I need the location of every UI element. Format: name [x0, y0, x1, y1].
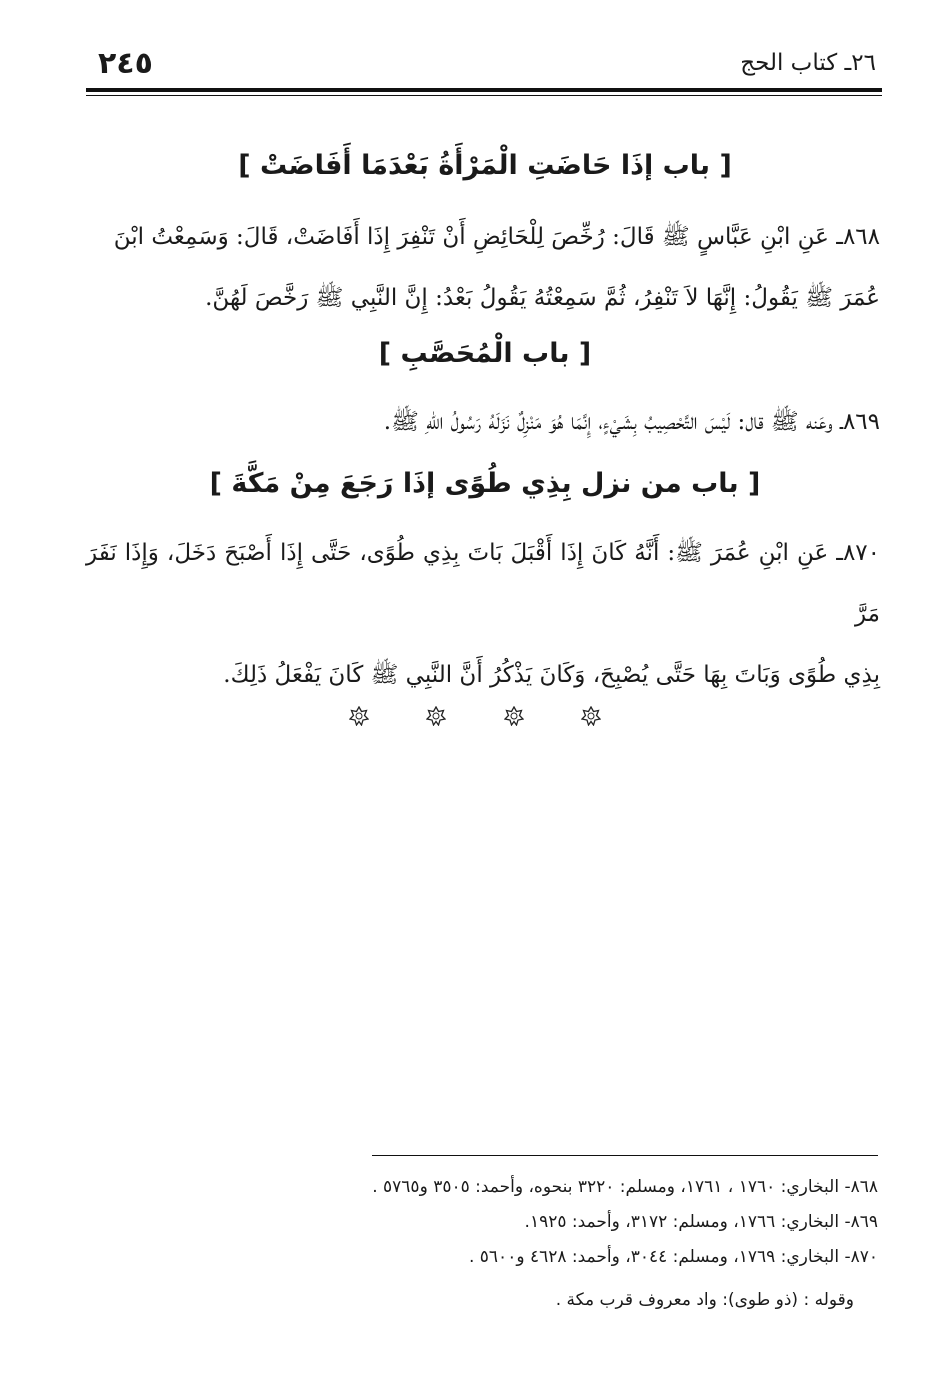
hadith-869 [86, 392, 880, 453]
section-heading: [ باب من نزل بِذِي طُوًى إذَا رَجَعَ مِنْ مَكَّةَ ] [209, 468, 761, 499]
section-end-ornaments [0, 706, 950, 730]
running-head [90, 42, 880, 88]
text-line: ٨٧٠ـ عَنِ ابْنِ عُمَرَ ﷺ: أَنَّهُ كَانَ إِذَا أَقْبَلَ بَاتَ بِذِي طُوًى، حَتَّى إِذَا أَصْبَحَ دَخَلَ، وَإِذَا نَفَرَ مَرَّ [86, 540, 880, 627]
section-heading: [ باب إذَا حَاضَتِ الْمَرْأَةُ بَعْدَمَا أَفَاضَتْ ] [238, 150, 732, 181]
header-rule-thick [86, 88, 882, 92]
hadith-868 [86, 207, 880, 329]
footnote: وقوله : (ذو طوى): واد معروف قرب مكة . [555, 1290, 854, 1310]
header-rule-thin [86, 95, 882, 96]
text-line: عُمَرَ ﷺ يَقُولُ: إِنَّهَا لاَ تَنْفِرُ، ثُمَّ سَمِعْتُهُ يَقُولُ بَعْدُ: إِنَّ النَّبِي ﷺ رَخَّصَ لَهُنَّ. [205, 285, 880, 311]
footnote-rule [372, 1155, 878, 1156]
text-line: بِذِي طُوًى وَبَاتَ بِهَا حَتَّى يُصْبِحَ، وَكَانَ يَذْكُرُ أَنَّ النَّبِي ﷺ كَانَ يَفْعَلُ ذَلِكَ. [223, 662, 880, 688]
chapter-title: ٢٦ـ كتاب الحج [740, 50, 876, 76]
star-ornament-icon [581, 706, 601, 726]
text-line: ٨٦٨ـ عَنِ ابْنِ عَبَّاسٍ ﷺ قَالَ: رُخِّصَ لِلْحَائِضِ أَنْ تَنْفِرَ إِذَا أَفَاضَتْ، قَالَ: وَسَمِعْتُ ابْنَ [113, 224, 880, 250]
star-ornament-icon [426, 706, 446, 726]
star-ornament-icon [504, 706, 524, 726]
text-line: ٨٦٩ـ وعَنه ﷺ قال: لَيْسَ التَّحْصِيبُ بِشَيْءٍ، إِنَّمَا هُوَ مَنْزِلٌ نَزَلَهُ رَسُولُ اللهِ ﷺ. [383, 409, 880, 435]
footnote: ٨٦٩- البخاري: ١٧٦٦، ومسلم: ٣١٧٢، وأحمد: ١٩٢٥. [524, 1212, 878, 1232]
footnote: ٨٦٨- البخاري: ١٧٦٠ ، ١٧٦١، ومسلم: ٣٢٢٠ بنحوه، وأحمد: ٣٥٠٥ و٥٧٦٥ . [372, 1177, 878, 1197]
page-number: ٢٤٥ [98, 46, 153, 81]
section-heading: [ باب الْمُحَصَّبِ ] [378, 338, 592, 369]
hadith-870 [86, 523, 880, 706]
footnote: ٨٧٠- البخاري: ١٧٦٩، ومسلم: ٣٠٤٤، وأحمد: ٤٦٢٨ و٥٦٠٠ . [468, 1247, 878, 1267]
star-ornament-icon [349, 706, 369, 726]
